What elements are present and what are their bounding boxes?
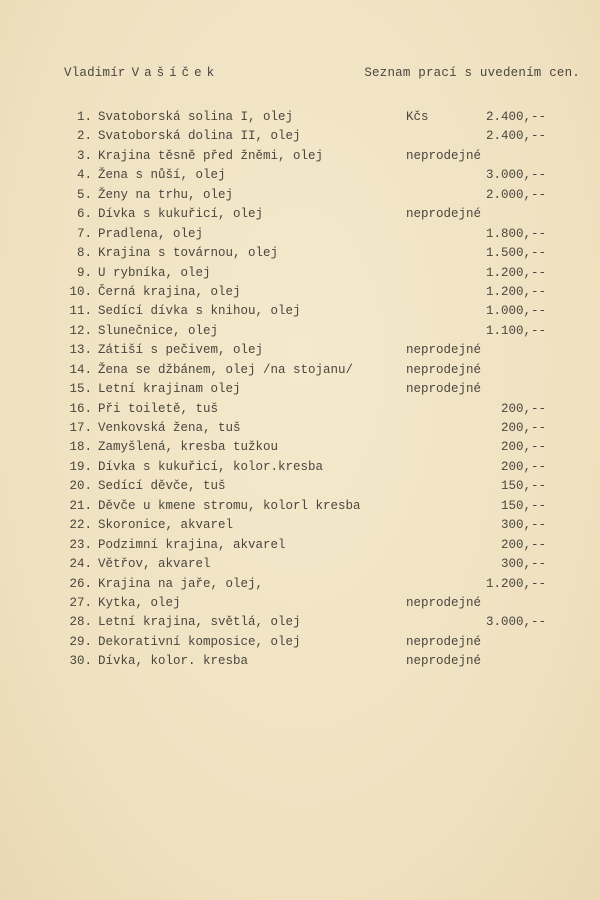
item-number: 27. xyxy=(69,595,92,610)
not-for-sale-note: neprodejné xyxy=(406,362,482,377)
item-price: 1.800,-- xyxy=(485,226,546,241)
item-title: Větřov, akvarel xyxy=(98,557,211,572)
list-item xyxy=(40,284,546,304)
item-title: Dekorativní komposice, olej xyxy=(98,634,301,649)
item-title: Zátiší s pečivem, olej xyxy=(98,343,264,358)
item-number: 6. xyxy=(76,207,92,222)
not-for-sale-note: neprodejné xyxy=(406,148,482,163)
item-number: 4. xyxy=(76,168,92,183)
item-title: Letní krajina, světlá, olej xyxy=(98,615,301,630)
list-title: Seznam prací s uvedením cen. xyxy=(364,66,580,80)
item-title: Skoronice, akvarel xyxy=(98,518,234,533)
item-number: 23. xyxy=(69,537,92,552)
item-title: Černá krajina, olej xyxy=(98,284,241,299)
item-title: Zamyšlená, kresba tužkou xyxy=(98,440,279,455)
currency-label: Kčs xyxy=(406,110,429,124)
item-title: Krajina s továrnou, olej xyxy=(98,246,279,261)
item-price: 1.200,-- xyxy=(485,284,546,299)
item-number: 13. xyxy=(69,343,92,358)
not-for-sale-note: neprodejné xyxy=(406,634,482,649)
item-title: U rybníka, olej xyxy=(98,265,211,280)
item-number: 28. xyxy=(69,615,92,630)
item-title: Slunečnice, olej xyxy=(98,323,219,338)
item-number: 3. xyxy=(76,148,92,163)
author-name xyxy=(64,66,219,80)
item-title: Svatoborská dolina II, olej xyxy=(98,129,301,144)
item-number: 29. xyxy=(69,634,92,649)
item-title: Svatoborská solina I, olej xyxy=(98,110,294,124)
item-price: 1.000,-- xyxy=(485,304,546,319)
list-item xyxy=(40,421,546,440)
list-item xyxy=(40,615,546,634)
list-item xyxy=(40,459,546,479)
not-for-sale-note: neprodejné xyxy=(406,595,482,610)
item-price: 150,-- xyxy=(500,498,546,513)
list-item xyxy=(40,149,540,168)
item-number: 8. xyxy=(76,246,92,261)
author-surname: Vašíček xyxy=(131,66,220,80)
item-title: Děvče u kmene stromu, kolorl kresba xyxy=(98,498,361,513)
item-number: 10. xyxy=(69,284,92,299)
item-title: Sedící dívka s knihou, olej xyxy=(98,304,301,319)
list-item xyxy=(40,323,546,343)
item-price: 300,-- xyxy=(500,557,546,572)
item-number: 22. xyxy=(69,518,92,533)
item-number: 18. xyxy=(69,440,92,455)
list-item xyxy=(40,363,540,382)
list-item xyxy=(40,401,546,421)
item-price: 1.500,-- xyxy=(485,246,546,261)
list-item xyxy=(40,518,546,537)
item-title: Krajina na jaře, olej, xyxy=(98,576,264,591)
works-list xyxy=(40,110,546,674)
item-number: 24. xyxy=(69,557,92,572)
item-title: Letní krajinam olej xyxy=(98,382,241,397)
list-item xyxy=(40,129,546,148)
item-price: 150,-- xyxy=(500,479,546,494)
item-price: 200,-- xyxy=(500,459,546,474)
item-title: Žena se džbánem, olej /na stojanu/ xyxy=(98,362,354,377)
list-item xyxy=(40,596,540,615)
item-price: 1.200,-- xyxy=(485,576,546,591)
list-item xyxy=(40,343,540,362)
not-for-sale-note: neprodejné xyxy=(406,343,482,358)
not-for-sale-note: neprodejné xyxy=(406,207,482,222)
item-number: 5. xyxy=(76,187,92,202)
author-first-name: Vladimír xyxy=(64,66,126,80)
item-price: 200,-- xyxy=(500,401,546,416)
item-number: 26. xyxy=(69,576,92,591)
item-title: Sedící děvče, tuš xyxy=(98,479,226,494)
list-item xyxy=(40,635,540,654)
item-price: 2.400,-- xyxy=(485,129,546,144)
item-number: 12. xyxy=(69,323,92,338)
list-item xyxy=(40,654,540,673)
item-title: Podzimní krajina, akvarel xyxy=(98,537,286,552)
item-price: 200,-- xyxy=(500,440,546,455)
list-item xyxy=(40,226,546,246)
list-item xyxy=(40,440,546,459)
item-price: 1.100,-- xyxy=(485,323,546,338)
list-item xyxy=(40,265,546,285)
item-title: Dívka s kukuřicí, kolor.kresba xyxy=(98,459,324,474)
list-item xyxy=(40,110,546,129)
item-number: 11. xyxy=(69,304,92,319)
list-item xyxy=(40,576,546,596)
list-item xyxy=(40,479,546,498)
item-price: 200,-- xyxy=(500,421,546,435)
item-title: Venkovská žena, tuš xyxy=(98,421,241,435)
item-title: Dívka, kolor. kresba xyxy=(98,654,249,669)
list-item xyxy=(40,246,546,265)
item-number: 21. xyxy=(69,498,92,513)
item-price: 3.000,-- xyxy=(485,615,546,630)
not-for-sale-note: neprodejné xyxy=(406,382,482,397)
list-item xyxy=(40,537,546,557)
item-title: Žena s nůší, olej xyxy=(98,168,226,183)
item-number: 15. xyxy=(69,382,92,397)
item-price: 300,-- xyxy=(500,518,546,533)
item-number: 30. xyxy=(69,654,92,669)
item-title: Dívka s kukuřicí, olej xyxy=(98,207,264,222)
list-item xyxy=(40,498,546,518)
item-number: 17. xyxy=(69,421,92,435)
list-item xyxy=(40,207,540,226)
item-title: Pradlena, olej xyxy=(98,226,204,241)
list-item xyxy=(40,168,546,187)
item-number: 2. xyxy=(76,129,92,144)
item-number: 20. xyxy=(69,479,92,494)
item-number: 19. xyxy=(69,459,92,474)
item-number: 9. xyxy=(76,265,92,280)
price-value: 2.400,-- xyxy=(485,110,546,124)
item-title: Při toiletě, tuš xyxy=(98,401,219,416)
not-for-sale-note: neprodejné xyxy=(406,654,482,669)
list-item xyxy=(40,382,540,401)
item-price: 200,-- xyxy=(500,537,546,552)
list-item xyxy=(40,304,546,323)
item-title: Kytka, olej xyxy=(98,595,181,610)
item-price: 2.000,-- xyxy=(485,187,546,202)
item-title: Krajina těsně před žněmi, olej xyxy=(98,148,324,163)
item-number: 1. xyxy=(76,110,92,124)
item-title: Ženy na trhu, olej xyxy=(98,187,234,202)
list-item xyxy=(40,557,546,576)
item-number: 7. xyxy=(76,226,92,241)
item-price: 1.200,-- xyxy=(485,265,546,280)
item-number: 14. xyxy=(69,362,92,377)
list-item xyxy=(40,187,546,207)
item-number: 16. xyxy=(69,401,92,416)
item-price: 3.000,-- xyxy=(485,168,546,183)
